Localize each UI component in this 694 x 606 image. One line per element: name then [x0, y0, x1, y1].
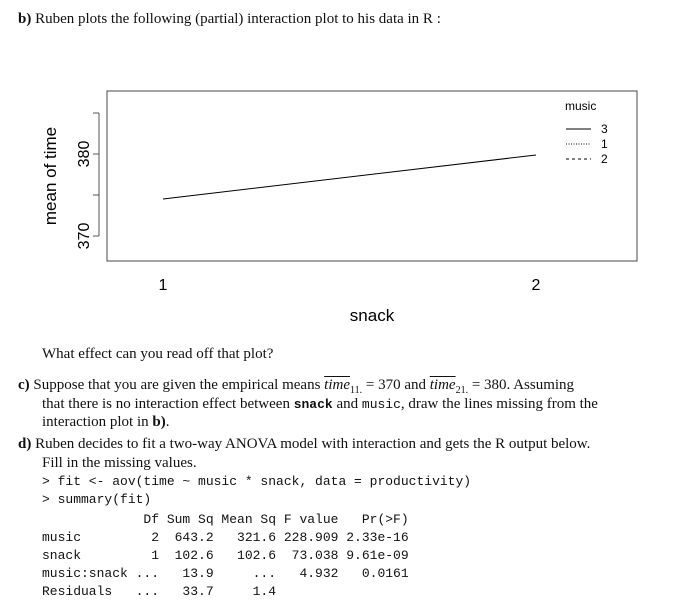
- r-code-line-2: > summary(fit): [42, 492, 152, 507]
- part-c-text-2a: that there is no interaction effect between: [42, 396, 294, 412]
- anova-header: Df Sum Sq Mean Sq F value Pr(>F): [42, 512, 409, 527]
- part-b-label: b): [18, 11, 32, 27]
- legend-title: music: [565, 99, 597, 113]
- x-axis-label: snack: [349, 306, 395, 325]
- anova-row-snack: snack 1 102.6 102.6 73.038 9.61e-09: [42, 548, 409, 563]
- y-axis-label: mean of time: [41, 126, 60, 226]
- interaction-plot-svg: [0, 60, 694, 340]
- part-d-label: d): [18, 436, 32, 452]
- code-music: music: [361, 397, 401, 412]
- part-b-question: What effect can you read off that plot?: [42, 346, 274, 362]
- mean-time-11-eq: = 370 and: [362, 377, 430, 393]
- part-d-line-1: [18, 435, 590, 454]
- part-c-text-1: Suppose that you are given the empirical means: [33, 377, 325, 393]
- anova-row-interaction: music:snack ... 13.9 ... 4.932 0.0161: [42, 566, 409, 581]
- part-b-text: Ruben plots the following (partial) interaction plot to his data in R :: [35, 11, 441, 27]
- part-d-line-2: Fill in the missing values.: [42, 455, 197, 471]
- part-b-header: [18, 11, 441, 28]
- part-c-ref-b: b): [152, 414, 166, 430]
- x-tick-label-1: 1: [158, 277, 168, 294]
- part-c-text-2c: , draw the lines missing from the: [400, 396, 598, 412]
- mean-time-21: time: [429, 377, 456, 393]
- code-snack: snack: [293, 397, 333, 412]
- part-c-line-2: [42, 395, 598, 414]
- legend-entry-2: 2: [601, 152, 608, 166]
- mean-time-21-eq: = 380. Assuming: [468, 377, 575, 393]
- legend: [565, 99, 608, 166]
- part-c-text-3c: .: [165, 414, 170, 430]
- mean-time-11-sub: 11.: [349, 385, 363, 396]
- part-d-text-1: Ruben decides to fit a two-way ANOVA model with interaction and gets the R output below.: [35, 436, 591, 452]
- y-tick-label-370: 370: [76, 222, 93, 250]
- series-music-3-line: [163, 155, 536, 199]
- legend-entry-3: 3: [601, 122, 608, 136]
- legend-entry-1: 1: [601, 137, 608, 151]
- part-c-text-3a: interaction plot in: [42, 414, 153, 430]
- x-tick-label-2: 2: [531, 277, 541, 294]
- anova-row-residuals: Residuals ... 33.7 1.4: [42, 584, 277, 599]
- interaction-plot: [0, 60, 694, 340]
- part-c-label: c): [18, 377, 30, 393]
- anova-row-music: music 2 643.2 321.6 228.909 2.33e-16: [42, 530, 409, 545]
- part-c-line-3: [42, 413, 169, 432]
- mean-time-21-sub: 21.: [455, 385, 469, 396]
- r-code-line-1: > fit <- aov(time ~ music * snack, data = productivity): [42, 474, 472, 489]
- part-c-text-2b: and: [332, 396, 362, 412]
- plot-frame: [107, 91, 637, 261]
- y-tick-label-380: 380: [76, 140, 93, 168]
- mean-time-11: time: [324, 377, 350, 393]
